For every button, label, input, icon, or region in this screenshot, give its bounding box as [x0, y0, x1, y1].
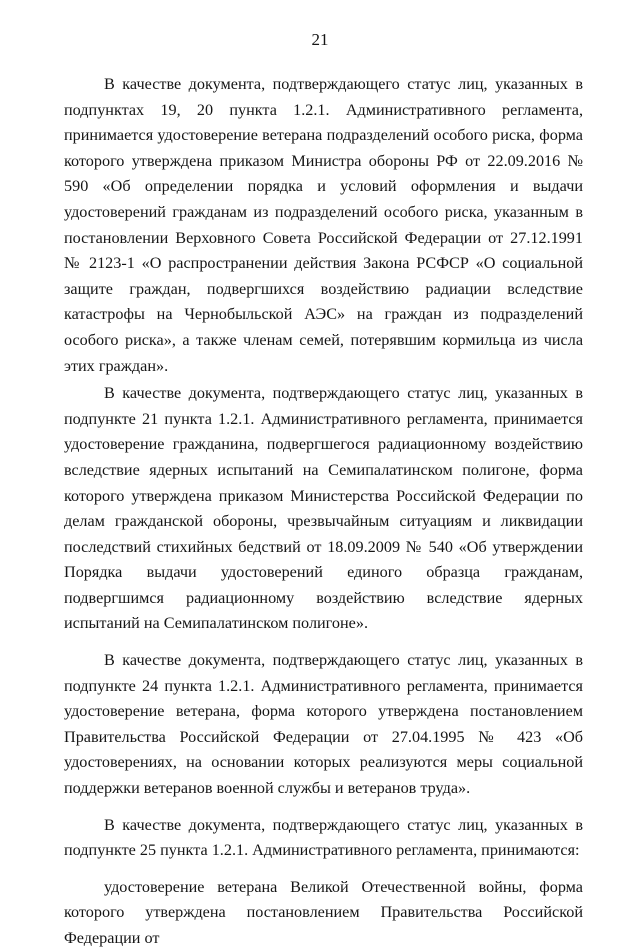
paragraph-status-special-risk: В качестве документа, подтверждающего статус лиц, указанных в подпунктах 19, 20 пункта 1.2.1. Административного регламента, принимается удостоверение ветерана подразделений особого риска, форма которого утверждена приказом Министра обороны РФ от 22.09.2016 № 590 «Об определении порядка и условий оформления и выдачи удостоверений гражданам из подразделений особого риска, указанным в постановлении Верховного Совета Российской Федерации от 27.12.1991 № 2123-1 «О распространении действия Закона РСФСР «О социальной защите граждан, подвергшихся воздействию радиации вследствие катастрофы на Чернобыльской АЭС» на граждан из подразделений особого риска», а также членам семей, потерявшим кормильца из числа этих граждан».	[64, 75, 583, 375]
paragraph-status-semipalatinsk: В качестве документа, подтверждающего статус лиц, указанных в подпункте 21 пункта 1.2.1. Административного регламента, принимается удостоверение гражданина, подвергшегося радиационному воздействию вследствие ядерных испытаний на Семипалатинском полигоне, форма которого утверждена приказом Министерства Российской Федерации по делам гражданской обороны, чрезвычайным ситуациям и ликвидации последствий стихийных бедствий от 18.09.2009 № 540 «Об утверждении Порядка выдачи удостоверений единого образца гражданам, подвергшимся радиационному воздействию вследствие ядерных испытаний на Семипалатинском полигоне».	[64, 384, 583, 633]
paragraph-status-labour-veteran: В качестве документа, подтверждающего статус лиц, указанных в подпункте 24 пункта 1.2.1. Административного регламента, принимается удостоверение ветерана, форма которого утверждена постановлением Правительства Российской Федерации от 27.04.1995 № 423 «Об удостоверениях, на основании которых реализуются меры социальной поддержки ветеранов военной службы и ветеранов труда».	[64, 651, 583, 798]
paragraph-status-ww2-veteran-intro: В качестве документа, подтверждающего статус лиц, указанных в подпункте 25 пункта 1.2.1. Административного регламента, принимаются:	[64, 815, 583, 860]
paragraph-ww2-veteran-certificate: удостоверение ветерана Великой Отечественной войны, форма которого утверждена постановлением Правительства Российской Федерации от	[64, 877, 583, 947]
page-number: 21	[311, 30, 329, 49]
document-body	[64, 72, 583, 952]
